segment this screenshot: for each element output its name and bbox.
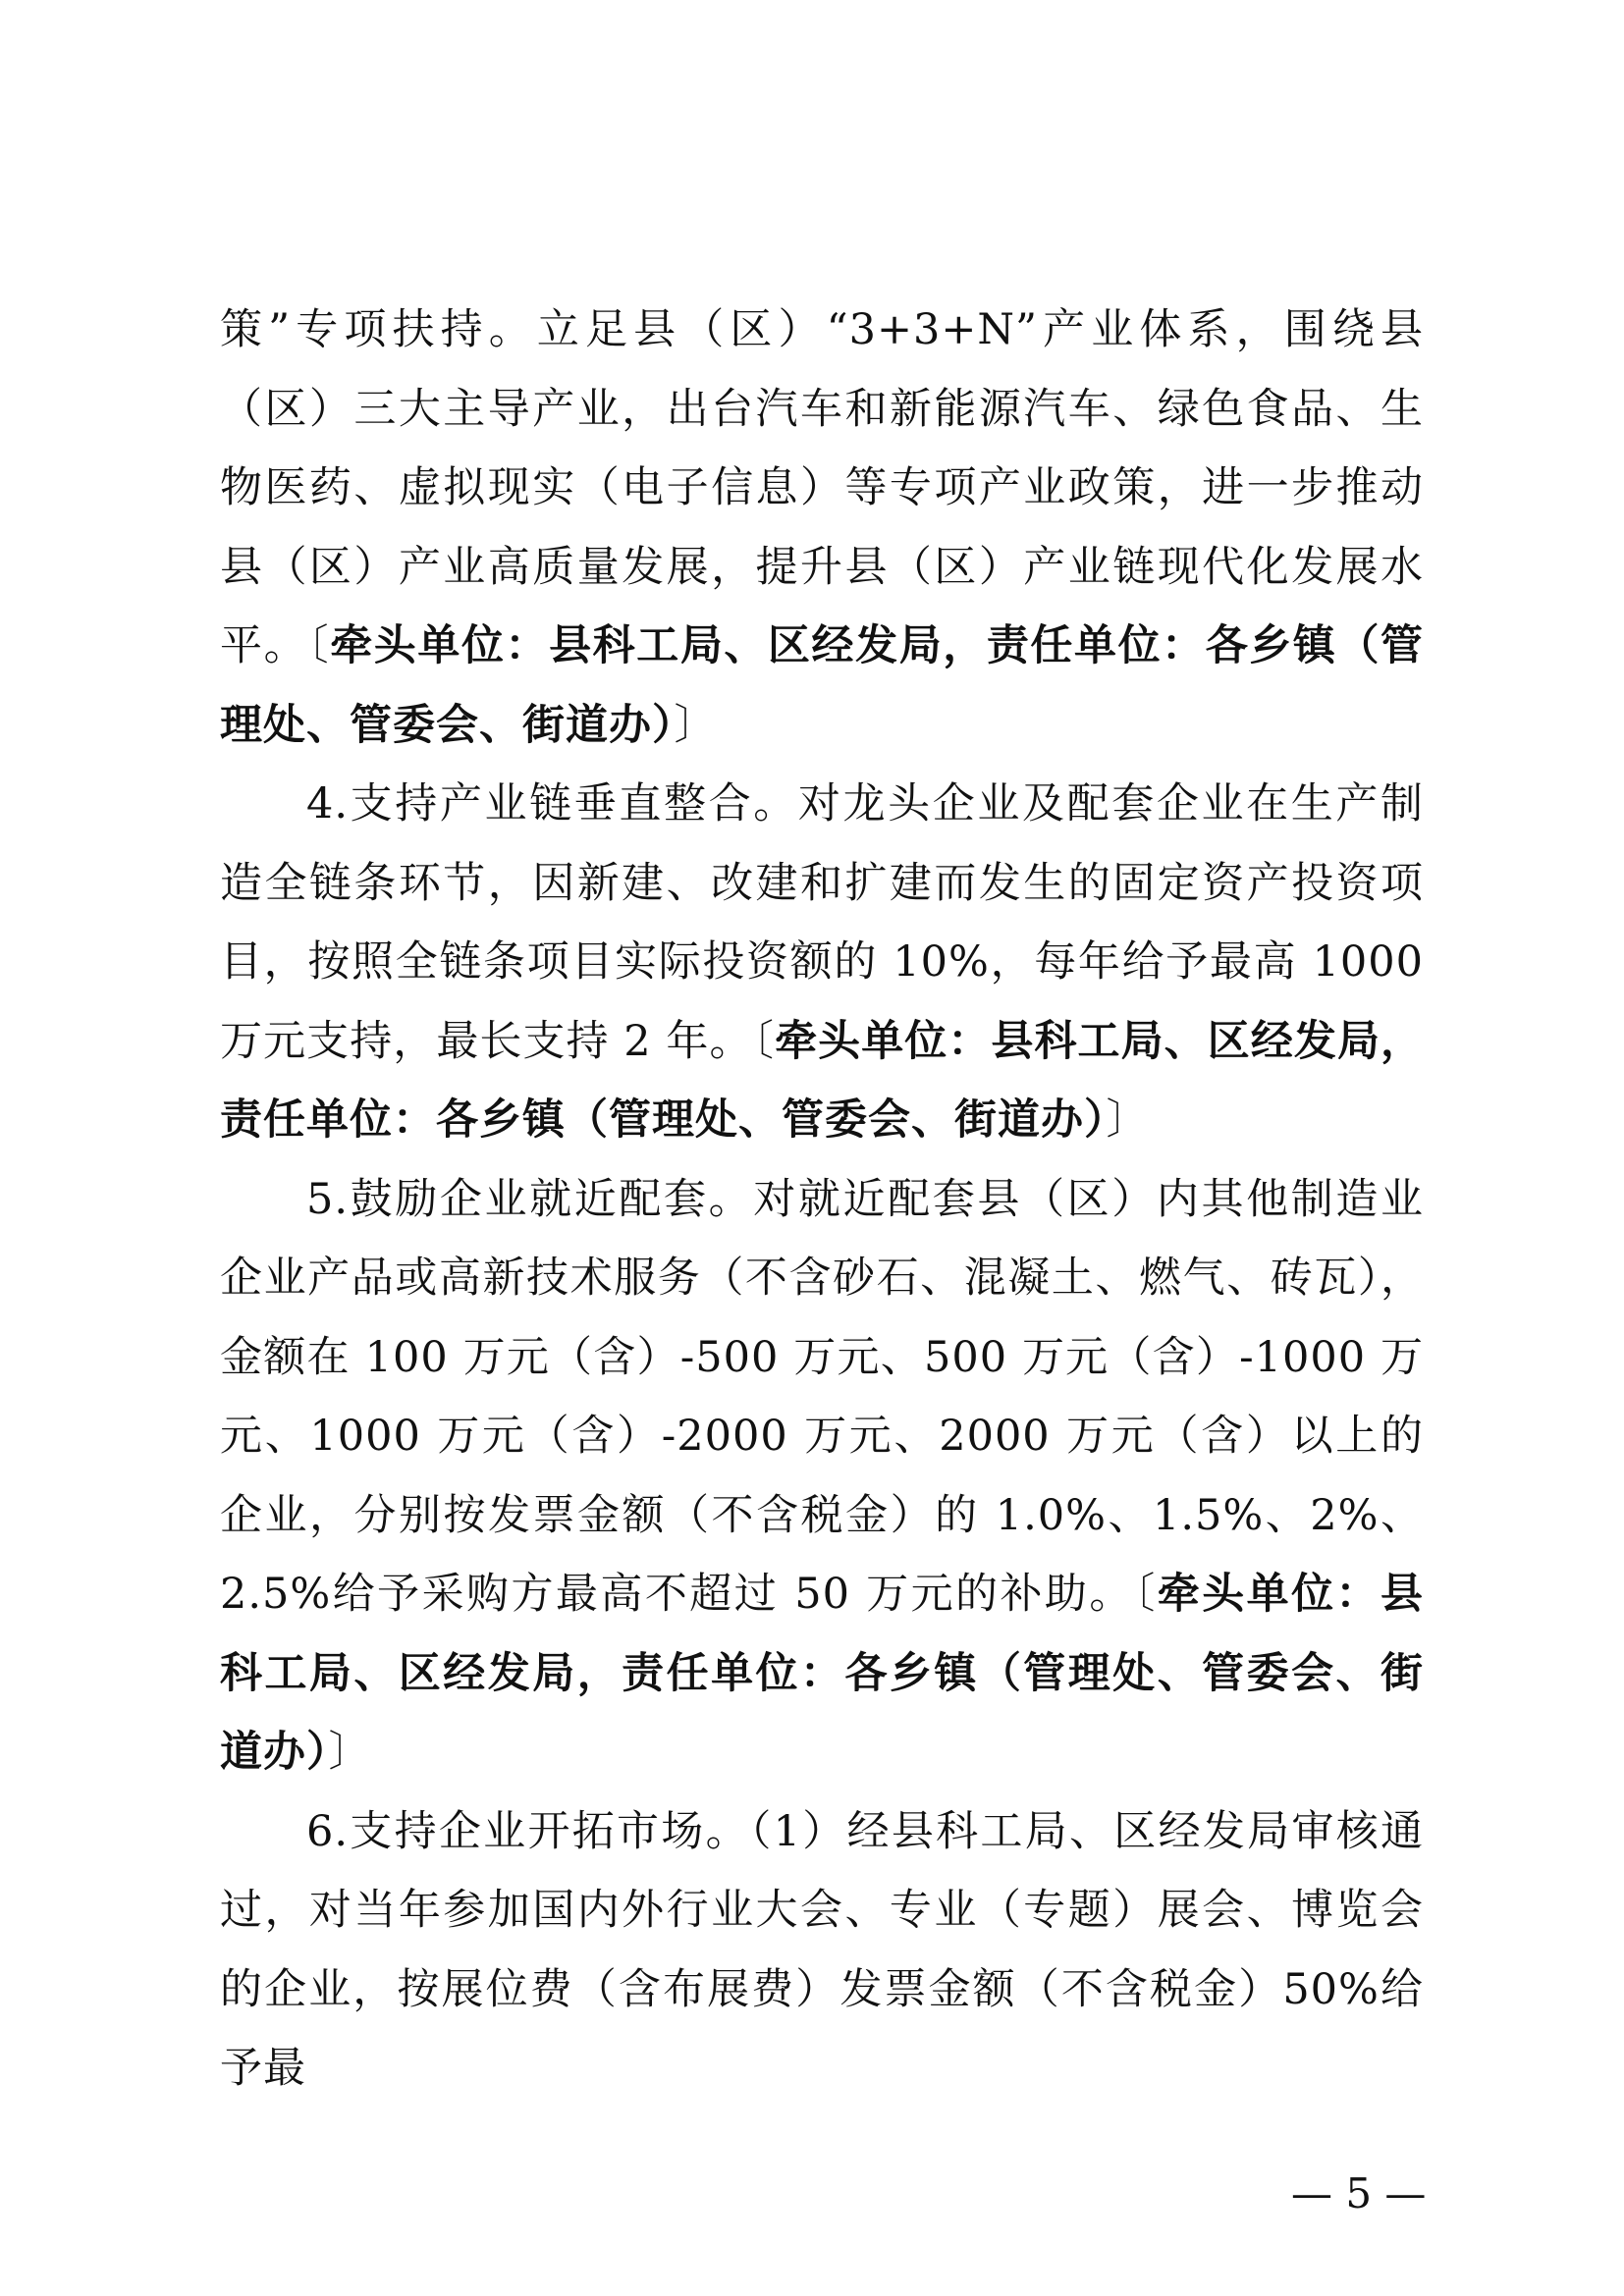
open-bracket: 〔: [752, 1016, 776, 1066]
paragraph-industry-policy: [220, 291, 1424, 765]
paragraph-item-5: [220, 1160, 1424, 1792]
close-bracket: 〕: [1106, 1095, 1150, 1145]
open-bracket: 〔: [1133, 1570, 1158, 1619]
paragraph-text: 5.鼓励企业就近配套。对就近配套县（区）内其他制造业企业产品或高新技术服务（不含砂石、混凝土、燃气、砖瓦），金额在 100 万元（含）-500 万元、500 万元（含）-1000 万元、1000 万元（含）-2000 万元、2000 万元（含）以上的企业，分别按发票金额（不含税金）的 1.0%、1.5%、2%、2.5%给予采购方最高不超过 50 万元的补助。: [220, 1174, 1424, 1619]
paragraph-text: 6.支持企业开拓市场。（1）经县科工局、区经发局审核通过，对当年参加国内外行业大会、专业（专题）展会、博览会的企业，按展位费（含布展费）发票金额（不含税金）50%给予最: [220, 1806, 1424, 2093]
responsible-units: 牵头单位：县科工局、区经发局，责任单位：各乡镇（管理处、管委会、街道办）: [220, 1016, 1425, 1145]
page-number: — 5 —: [1291, 2169, 1427, 2217]
responsible-units: 牵头单位：县科工局、区经发局，责任单位：各乡镇（管理处、管委会、街道办）: [220, 621, 1425, 750]
responsible-units: 牵头单位：县科工局、区经发局，责任单位：各乡镇（管理处、管委会、街道办）: [220, 1570, 1425, 1777]
paragraph-item-6: [220, 1792, 1424, 2109]
close-bracket: 〕: [674, 700, 718, 750]
close-bracket: 〕: [328, 1728, 372, 1777]
open-bracket: 〔: [307, 621, 331, 670]
paragraph-text: 4.支持产业链垂直整合。对龙头企业及配套企业在生产制造全链条环节，因新建、改建和扩建而发生的固定资产投资项目，按照全链条项目实际投资额的 10%，每年给予最高 1000 万元支持，最长支持 2 年。: [220, 779, 1424, 1066]
paragraph-item-4: [220, 765, 1424, 1160]
paragraph-text: 策”专项扶持。立足县（区）“3+3+N”产业体系，围绕县（区）三大主导产业，出台汽车和新能源汽车、绿色食品、生物医药、虚拟现实（电子信息）等专项产业政策，进一步推动县（区）产业高质量发展，提升县（区）产业链现代化发展水平。: [220, 305, 1424, 670]
document-body: [220, 291, 1424, 2109]
